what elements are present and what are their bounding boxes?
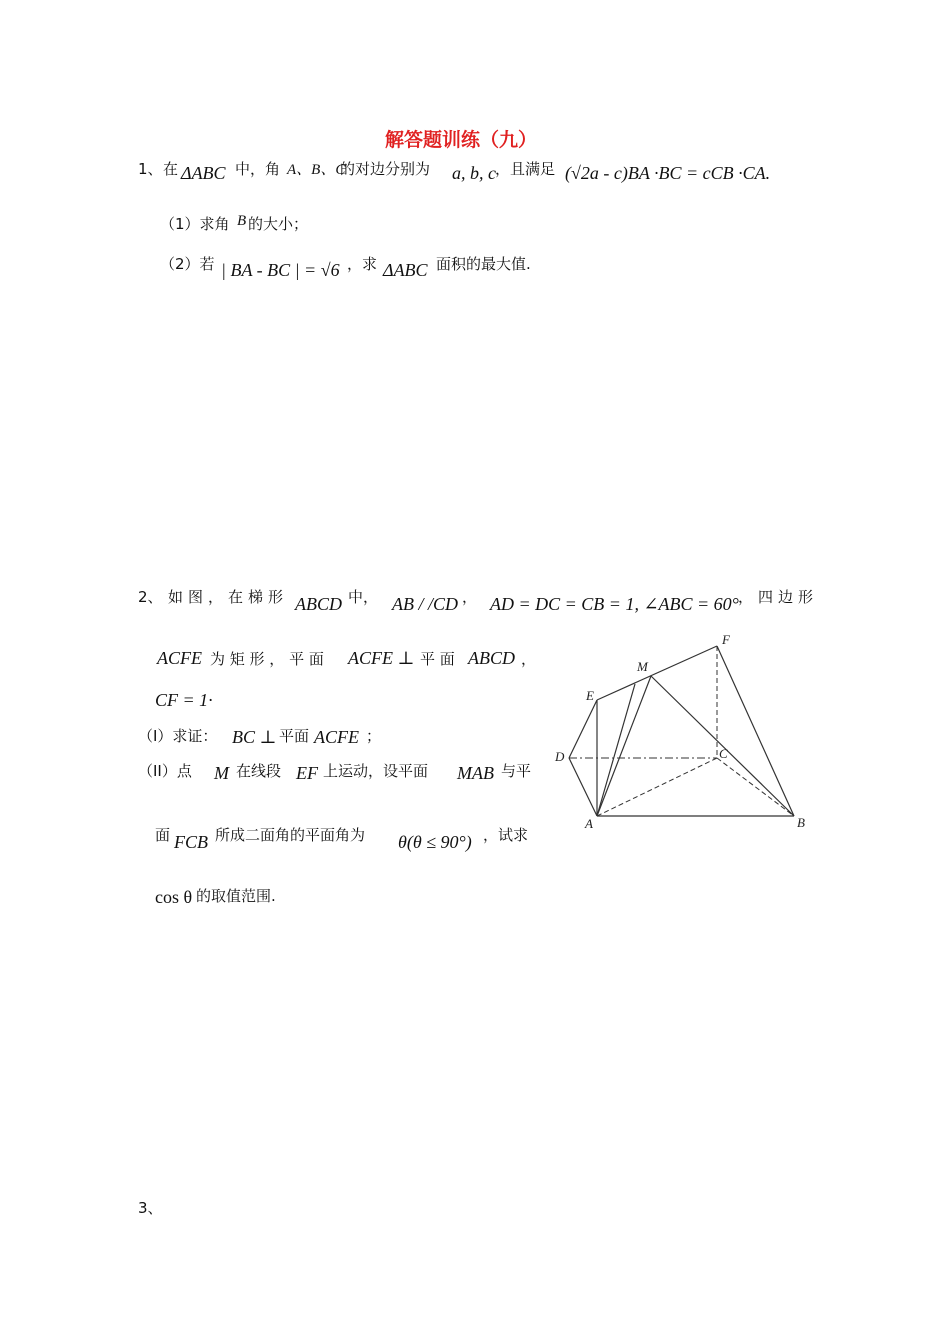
q2-equation: AD = DC = CB = 1, ∠ABC = 60° bbox=[490, 594, 739, 614]
q2-part2-mab: MAB bbox=[457, 763, 494, 783]
q2-text-6: ， bbox=[521, 650, 537, 668]
q2-part2-label: （II）点 bbox=[138, 762, 192, 780]
q2-text-2: 中， bbox=[348, 588, 379, 606]
q1-part2-equation: | BA - BC | = √6 bbox=[221, 260, 340, 280]
q2-abcd: ABCD bbox=[295, 594, 342, 614]
q2-cf: CF = 1· bbox=[155, 690, 213, 710]
q1-part2-text-2: 面积的最大值. bbox=[436, 255, 531, 273]
q1-part2-triangle: ΔABC bbox=[383, 260, 428, 280]
q2-acfe: ACFE bbox=[157, 648, 202, 668]
label-e: E bbox=[586, 688, 594, 703]
q2-part2-text-2: 上运动，设平面 bbox=[323, 762, 429, 780]
q2-text-1: 如图，在梯形 bbox=[168, 588, 289, 606]
edge-ad bbox=[569, 758, 597, 816]
q2-text-5: 平 面 bbox=[420, 650, 455, 668]
q1-sides: a, b, c bbox=[452, 163, 496, 183]
q2-part2-cos: cos θ bbox=[155, 887, 193, 907]
q2-number: 2、 bbox=[138, 588, 163, 606]
q1-text-4: ，且满足 bbox=[495, 160, 556, 178]
edge-ac bbox=[597, 758, 717, 816]
q2-part2-m: M bbox=[214, 763, 229, 783]
q2-comma: ， bbox=[462, 588, 478, 606]
q2-part2-text-7: 的取值范围. bbox=[196, 887, 276, 905]
q1-text-1: 在 bbox=[163, 160, 179, 178]
page-title: 解答题训练（九） bbox=[385, 129, 538, 151]
q2-part2-text-6: ，试求 bbox=[483, 826, 529, 844]
label-m: M bbox=[637, 659, 648, 674]
q2-perp: ACFE ⊥ bbox=[348, 648, 415, 668]
q2-part2-text-3: 与平 bbox=[501, 762, 532, 780]
q1-part1-var: B bbox=[237, 213, 247, 229]
q2-part2-fcb: FCB bbox=[174, 832, 208, 852]
q1-number: 1、 bbox=[138, 160, 163, 178]
q2-part2-ef: EF bbox=[296, 763, 318, 783]
edge-cb bbox=[717, 758, 794, 816]
q2-part1-end: ； bbox=[366, 727, 382, 745]
q1-angles: A、B、C bbox=[287, 162, 346, 178]
label-c: C bbox=[719, 746, 728, 761]
q1-part1-text: 的大小； bbox=[248, 215, 309, 233]
q2-part1-label: （I）求证： bbox=[138, 727, 218, 745]
label-d: D bbox=[555, 749, 565, 764]
label-a: A bbox=[585, 816, 593, 831]
q1-part2-label: （2）若 bbox=[160, 255, 215, 273]
q2-text-3: ，四边形 bbox=[738, 588, 819, 606]
q1-text-2: 中，角 bbox=[235, 160, 281, 178]
q2-part1-perp: BC ⊥ bbox=[232, 727, 277, 747]
label-f: F bbox=[722, 632, 730, 647]
label-b: B bbox=[797, 815, 805, 830]
q2-abcd-2: ABCD bbox=[468, 648, 515, 668]
edge-em-left bbox=[597, 684, 635, 816]
q2-part2-theta: θ(θ ≤ 90°) bbox=[398, 832, 472, 852]
q1-equation: (√2a - c)BA ·BC = cCB ·CA. bbox=[565, 163, 771, 183]
q1-text-3: 的对边分别为 bbox=[340, 160, 431, 178]
edge-ef bbox=[597, 646, 717, 700]
q2-part2-text-1: 在线段 bbox=[236, 762, 282, 780]
q2-part2-text-4: 面 bbox=[155, 826, 171, 844]
q2-text-4: 为 矩 形 ， 平 面 bbox=[210, 650, 324, 668]
geometry-figure bbox=[545, 630, 825, 840]
edge-de bbox=[569, 700, 597, 758]
q2-part1-mid: 平面 bbox=[279, 727, 310, 745]
q2-parallel: AB / /CD bbox=[392, 594, 458, 614]
q3-number: 3、 bbox=[138, 1199, 163, 1217]
q2-part2-text-5: 所成二面角的平面角为 bbox=[215, 826, 366, 844]
q1-triangle: ΔABC bbox=[181, 163, 226, 183]
edge-fb bbox=[717, 646, 794, 816]
q1-part2-text-1: ，求 bbox=[347, 255, 378, 273]
q2-part1-acfe: ACFE bbox=[314, 727, 359, 747]
q1-part1-label: （1）求角 bbox=[160, 215, 230, 233]
